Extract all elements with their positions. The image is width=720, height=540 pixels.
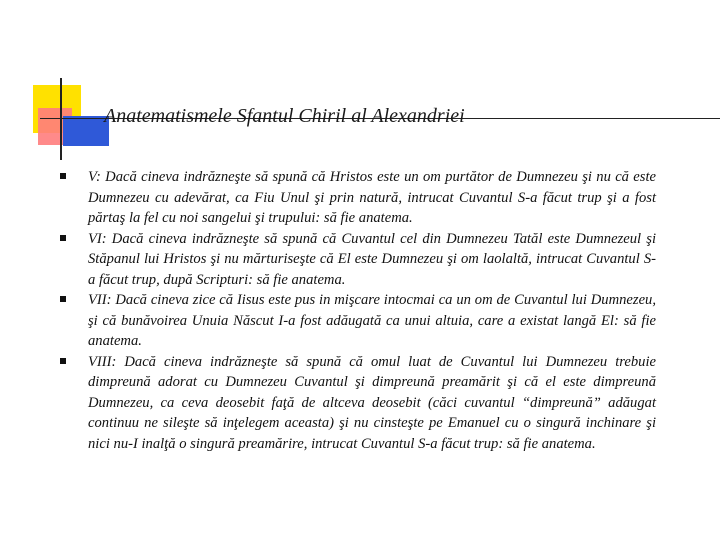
- square-bullet-icon: [60, 173, 66, 179]
- list-item: [56, 229, 656, 291]
- list-item-text: VII: Dacă cineva zice că Iisus este pus in mişcare intocmai ca un om de Cuvantul lui Dumnezeu, şi că bunăvoirea Unuia Născut I-a fost adăugată ca unui altuia, care a existat langă El: să fie anatema.: [88, 292, 656, 349]
- list-item-text: V: Dacă cineva indrăzneşte să spună că Hristos este un om purtător de Dumnezeu şi nu că este Dumnezeu cu adevărat, ca Fiu Unul şi prin natură, intrucat Cuvantul S-a făcut trup şi a fost părtaş la fel cu noi sangelui şi trupului: să fie anatema.: [88, 169, 656, 226]
- slide-title: Anatematismele Sfantul Chiril al Alexandriei: [104, 105, 465, 127]
- list-item: [56, 352, 656, 455]
- vertical-rule: [60, 78, 62, 160]
- blue-square-decoration: [63, 116, 109, 146]
- square-bullet-icon: [60, 235, 66, 241]
- list-item-text: VIII: Dacă cineva indrăzneşte să spună că omul luat de Cuvantul lui Dumnezeu trebuie dimpreună adorat cu Dumnezeu Cuvantul şi dimpreună preamărit şi că el este dimpreună Dumnezeu, ca ceva deosebit faţă de altceva deosebit (căci cuvantul “dimpreună” adăugat continuu ne sileşte să inţelegem aceasta) şi nu cinsteşte pe Emanuel cu o singură inchinare şi nici nu-I inalţă o singură preamărire, intrucat Cuvantul S-a făcut trup: să fie anatema.: [88, 353, 656, 452]
- square-bullet-icon: [60, 358, 66, 364]
- bullet-list: [56, 167, 656, 454]
- list-item-text: VI: Dacă cineva indrăzneşte să spună că Cuvantul cel din Dumnezeu Tatăl este Dumnezeul şi Stăpanul lui Hristos şi nu mărturiseşte că El este Dumnezeu şi om laolaltă, intrucat Cuvantul S-a făcut trup, după Scripturi: să fie anatema.: [88, 230, 656, 288]
- list-item: [56, 290, 656, 352]
- square-bullet-icon: [60, 296, 66, 302]
- list-item: [56, 167, 656, 229]
